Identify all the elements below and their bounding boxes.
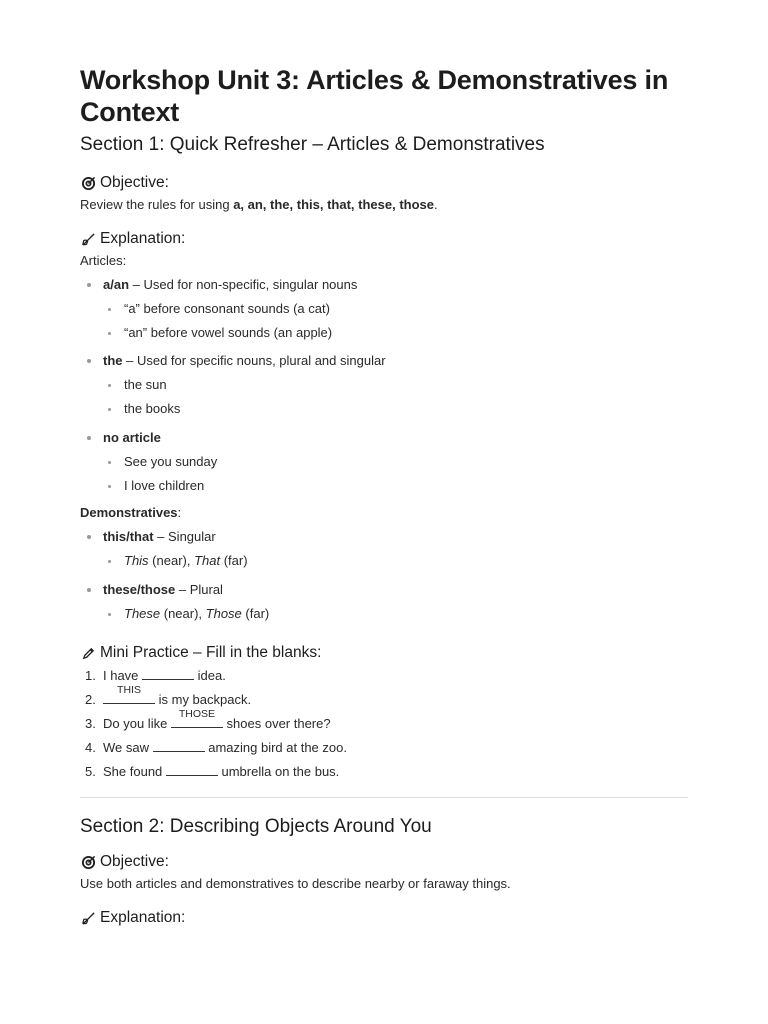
practice-item: 4. We saw amazing bird at the zoo. <box>85 740 347 755</box>
list-item: these/those – Plural <box>80 581 688 599</box>
objective-text: Use both articles and demonstratives to describe nearby or faraway things. <box>80 876 511 891</box>
practice-heading <box>80 644 688 662</box>
page-title: Workshop Unit 3: Articles & Demonstratives in Context <box>80 65 669 127</box>
target-icon <box>80 175 96 191</box>
practice-item: 5. She found umbrella on the bus. <box>85 764 340 779</box>
articles-list <box>80 276 688 495</box>
list-item: “a” before consonant sounds (a cat) <box>80 300 688 318</box>
practice-item: 1. I have idea. <box>85 668 226 683</box>
writing-hand-icon <box>80 231 96 247</box>
explanation-heading <box>80 909 688 927</box>
practice-item: 3. Do you like THOSE shoes over there? <box>85 708 331 731</box>
list-item: “an” before vowel sounds (an apple) <box>80 324 688 342</box>
practice-list <box>80 667 688 781</box>
demonstratives-list <box>80 528 688 623</box>
explanation-label: Explanation: <box>100 230 186 247</box>
objective-heading <box>80 174 688 192</box>
list-item: I love children <box>80 477 688 495</box>
section-divider <box>80 797 688 798</box>
list-item: the sun <box>80 376 688 394</box>
blank-field[interactable] <box>142 667 194 680</box>
list-item: the books <box>80 400 688 418</box>
blank-field[interactable] <box>166 763 218 776</box>
pencil-icon <box>80 645 96 661</box>
list-item: These (near), Those (far) <box>80 605 688 623</box>
articles-label: Articles: <box>80 253 127 268</box>
objective-text: Review the rules for using a, an, the, this, that, these, those. <box>80 197 438 212</box>
writing-hand-icon <box>80 910 96 926</box>
list-item: this/that – Singular <box>80 528 688 546</box>
section-2-heading: Section 2: Describing Objects Around You <box>80 816 432 837</box>
blank-field[interactable] <box>153 739 205 752</box>
objective-label: Objective: <box>100 174 169 191</box>
list-item: the – Used for specific nouns, plural and singular <box>80 352 688 370</box>
demonstratives-label: Demonstratives: <box>80 505 182 520</box>
section-1-heading: Section 1: Quick Refresher – Articles & Demonstratives <box>80 134 545 155</box>
blank-field[interactable]: THOSE <box>171 715 223 728</box>
explanation-heading <box>80 230 688 248</box>
target-icon <box>80 854 96 870</box>
list-item: no article <box>80 429 688 447</box>
practice-label: Mini Practice – Fill in the blanks: <box>100 644 322 661</box>
explanation-label: Explanation: <box>100 909 186 926</box>
list-item: This (near), That (far) <box>80 552 688 570</box>
practice-item: 2. THIS is my backpack. <box>85 684 252 707</box>
list-item: See you sunday <box>80 453 688 471</box>
objective-label: Objective: <box>100 853 169 870</box>
blank-field[interactable]: THIS <box>103 691 155 704</box>
objective-heading <box>80 853 688 871</box>
list-item: a/an – Used for non-specific, singular nouns <box>80 276 688 294</box>
